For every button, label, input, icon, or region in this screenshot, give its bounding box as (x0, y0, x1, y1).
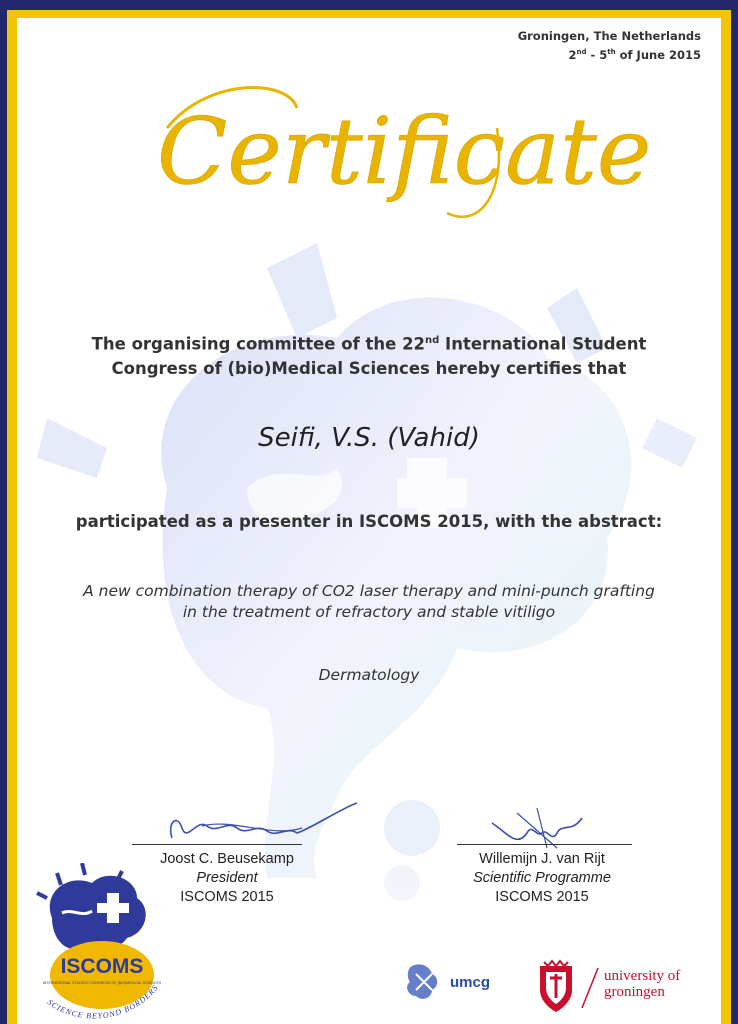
signatory-org: ISCOMS 2015 (180, 889, 274, 905)
signatory-name: Willemijn J. van Rijt (479, 851, 605, 867)
svg-text:SCIENCE BEYOND BORDERS: SCIENCE BEYOND BORDERS (45, 982, 161, 1021)
signature-line-left (132, 844, 302, 845)
signature-right (487, 803, 587, 853)
svg-text:INTERNATIONAL STUDENT CONGRESS: INTERNATIONAL STUDENT CONGRESS OF (BIO)MEDICAL SCIENCES (42, 981, 162, 985)
signatory-name: Joost C. Beusekamp (160, 851, 294, 867)
intro-text (17, 329, 721, 381)
field-of-study: Dermatology (318, 666, 420, 684)
abstract-line-1: A new combination therapy of CO2 laser therapy and mini-punch grafting (83, 582, 655, 600)
date-text: 2nd - 5th of June 2015 (568, 47, 701, 62)
umcg-emblem-icon (402, 960, 446, 1004)
recipient-name: Seifi, V.S. (Vahid) (258, 423, 480, 453)
university-of-groningen-logo (532, 958, 712, 1018)
umcg-logo (402, 960, 512, 1010)
certificate-paper (17, 18, 721, 1024)
umcg-text: umcg (450, 974, 491, 991)
signature-left (142, 798, 362, 848)
location-text: Groningen, The Netherlands (517, 29, 701, 43)
svg-text:ISCOMS: ISCOMS (60, 955, 144, 978)
signatory-role: President (196, 870, 258, 886)
signatory-scientific-programme (427, 850, 657, 907)
certificate-title (147, 68, 667, 218)
signatory-role: Scientific Programme (473, 870, 611, 886)
participation-text: participated as a presenter in ISCOMS 2015, with the abstract: (75, 512, 663, 531)
signature-line-right (457, 844, 632, 845)
intro-line-2: Congress of (bio)Medical Sciences hereby certifies that (111, 358, 627, 378)
svg-text:Certificate: Certificate (157, 98, 652, 205)
university-name: university of groningen (604, 968, 681, 1000)
abstract-title (17, 581, 721, 623)
location-date (518, 28, 701, 63)
iscoms-logo (27, 863, 187, 1023)
abstract-line-2: in the treatment of refractory and stable vitiligo (182, 603, 556, 621)
university-crest-icon (532, 958, 602, 1018)
signatory-org: ISCOMS 2015 (495, 889, 589, 905)
intro-line-1: The organising committee of the 22nd International Student (91, 334, 647, 354)
